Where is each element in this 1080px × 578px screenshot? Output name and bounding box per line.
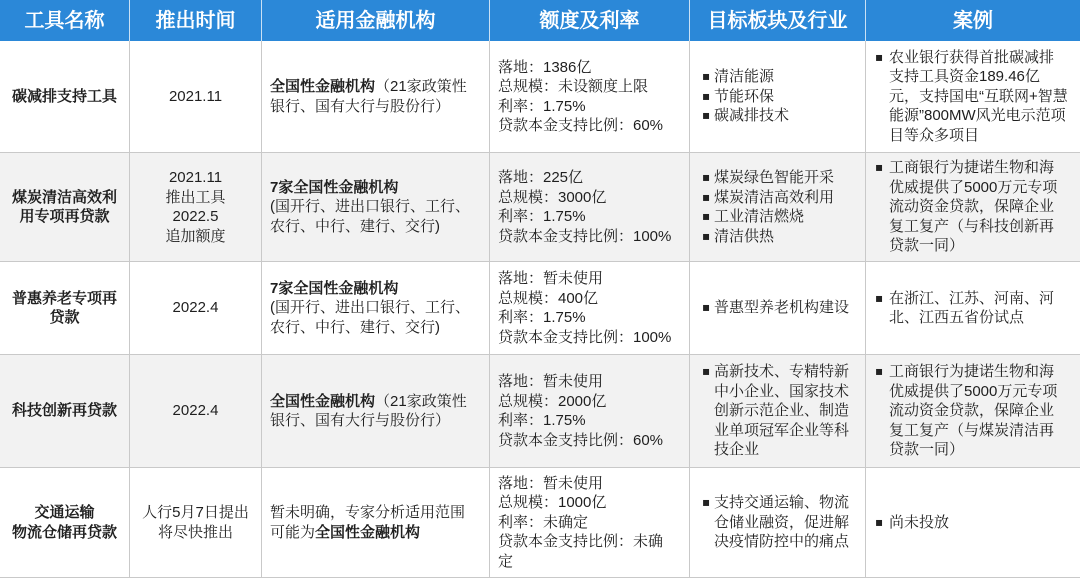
launch-time-line: 人行5月7日提出 xyxy=(142,504,249,521)
quota-interest-rate: 利率：1.75% xyxy=(498,412,586,429)
quota-landed: 落地：1386亿 xyxy=(498,58,592,76)
header-label-launch: 推出时间 xyxy=(155,9,236,32)
quota-total-scale: 总规模：2000亿 xyxy=(498,392,607,410)
quota-rate-cell xyxy=(490,262,690,355)
institutions-cell xyxy=(262,41,490,153)
target-sector-item: ▪ 普惠型养老机构建设 xyxy=(714,298,857,318)
header-cell-tool xyxy=(0,0,130,41)
quota-total-scale: 总规模：1000亿 xyxy=(498,494,607,512)
tool-name-line: 科技创新再贷款 xyxy=(11,402,117,420)
quota-interest-rate: 利率：未确定 xyxy=(498,513,589,531)
launch-time-line: 2021.11 xyxy=(168,169,223,186)
tool-name-line: 物流仓储再贷款 xyxy=(11,523,117,541)
target-sectors-cell xyxy=(690,41,866,153)
header-cell-targets xyxy=(690,0,866,41)
institutions-cell xyxy=(262,262,490,355)
cases-cell xyxy=(866,262,1080,355)
header-cell-quota xyxy=(490,0,690,41)
case-list xyxy=(889,158,1068,256)
target-sector-item: ▪ 清洁能源 xyxy=(714,67,857,87)
case-list xyxy=(889,513,1068,533)
launch-time-line: 2022.4 xyxy=(172,402,219,420)
tool-name-cell xyxy=(0,355,130,468)
target-sector-item: ▪ 工业清洁燃烧 xyxy=(714,207,857,227)
target-sector-item: ▪ 清洁供热 xyxy=(714,227,857,247)
case-item: ▪ 在浙江、江苏、河南、河北、江西五省份试点 xyxy=(889,289,1068,328)
quota-support-ratio: 贷款本金支持比例：未确定 xyxy=(498,533,664,570)
quota-support-ratio: 贷款本金支持比例：60% xyxy=(498,117,664,134)
target-sector-item: ▪ 节能环保 xyxy=(714,87,857,107)
institutions-detail: （21家政策性银行、国有大行与股份行） xyxy=(270,392,467,429)
launch-time-cell xyxy=(130,153,262,262)
quota-landed: 落地：暂未使用 xyxy=(498,474,604,492)
launch-time-line: 2021.11 xyxy=(168,87,223,105)
institutions-scope: 全国性金融机构 xyxy=(270,392,376,410)
tool-name-cell xyxy=(0,41,130,153)
quota-interest-rate: 利率：1.75% xyxy=(498,309,586,326)
institutions-detail: (国开行、进出口银行、工行、农行、中行、建行、交行) xyxy=(270,198,470,235)
target-sectors-cell xyxy=(690,355,866,468)
quota-support-ratio: 贷款本金支持比例：100% xyxy=(498,227,672,245)
case-list xyxy=(889,362,1068,460)
header-label-targets: 目标板块及行业 xyxy=(707,9,848,32)
cases-cell xyxy=(866,153,1080,262)
tool-name-cell xyxy=(0,468,130,578)
launch-time-line: 将尽快推出 xyxy=(157,523,233,541)
institutions-scope: 全国性金融机构 xyxy=(315,523,421,541)
target-sectors-cell xyxy=(690,468,866,578)
launch-time-cell xyxy=(130,41,262,153)
launch-time-line: 2022.4 xyxy=(172,299,219,317)
quota-total-scale: 总规模：400亿 xyxy=(498,289,599,307)
target-sector-list xyxy=(714,298,857,318)
quota-total-scale: 总规模：3000亿 xyxy=(498,188,607,206)
case-list xyxy=(889,48,1068,146)
target-sector-list xyxy=(714,67,857,126)
target-sector-item: ▪ 煤炭绿色智能开采 xyxy=(714,168,857,188)
launch-time-line: 追加额度 xyxy=(165,227,226,245)
header-label-quota: 额度及利率 xyxy=(539,9,640,32)
quota-rate-cell xyxy=(490,355,690,468)
target-sectors-cell xyxy=(690,262,866,355)
quota-support-ratio: 贷款本金支持比例：60% xyxy=(498,431,664,449)
institutions-lead: 暂未明确，专家分析适用范围可能为 xyxy=(270,504,466,541)
quota-landed: 落地：暂未使用 xyxy=(498,270,604,287)
institutions-text xyxy=(270,392,479,431)
quota-interest-rate: 利率：1.75% xyxy=(498,208,586,225)
cases-cell xyxy=(866,468,1080,578)
quota-rate-cell xyxy=(490,153,690,262)
header-label-cases: 案例 xyxy=(953,9,993,32)
quota-landed: 落地：暂未使用 xyxy=(498,373,604,390)
institutions-text xyxy=(270,77,479,116)
tool-name-cell xyxy=(0,262,130,355)
institutions-detail: （21家政策性银行、国有大行与股份行） xyxy=(270,78,467,115)
launch-time-cell xyxy=(130,355,262,468)
institutions-scope: 7家全国性金融机构 xyxy=(270,279,399,297)
institutions-text xyxy=(270,178,479,237)
target-sector-list xyxy=(714,493,857,552)
tool-name-line: 交通运输 xyxy=(34,504,95,521)
institutions-detail: (国开行、进出口银行、工行、农行、中行、建行、交行) xyxy=(270,299,470,336)
launch-time-cell xyxy=(130,262,262,355)
tool-name-line: 碳减排支持工具 xyxy=(11,87,117,105)
case-item: ▪ 工商银行为捷诺生物和海优威提供了5000万元专项流动资金贷款，保障企业复工复产（与科技创新再贷款一同） xyxy=(889,158,1068,256)
institutions-text xyxy=(270,503,479,542)
header-cell-cases xyxy=(866,0,1080,41)
cases-cell xyxy=(866,355,1080,468)
launch-time-cell xyxy=(130,468,262,578)
quota-rate-cell xyxy=(490,468,690,578)
target-sectors-cell xyxy=(690,153,866,262)
target-sector-item: ▪ 高新技术、专精特新中小企业、国家技术创新示范企业、制造业单项冠军企业等科技企业 xyxy=(714,362,857,460)
header-label-tool: 工具名称 xyxy=(24,9,105,32)
target-sector-item: ▪ 支持交通运输、物流仓储业融资，促进解决疫情防控中的痛点 xyxy=(714,493,857,552)
institutions-scope: 7家全国性金融机构 xyxy=(270,178,399,196)
quota-landed: 落地：225亿 xyxy=(498,169,584,186)
institutions-cell xyxy=(262,153,490,262)
cases-cell xyxy=(866,41,1080,153)
tool-name-line: 普惠养老专项再贷款 xyxy=(11,289,117,326)
target-sector-item: ▪ 煤炭清洁高效利用 xyxy=(714,188,857,208)
quota-interest-rate: 利率：1.75% xyxy=(498,97,586,115)
header-label-institutions: 适用金融机构 xyxy=(315,9,436,32)
institutions-cell xyxy=(262,468,490,578)
quota-total-scale: 总规模：未设额度上限 xyxy=(498,78,649,95)
header-cell-launch xyxy=(130,0,262,41)
case-item: ▪ 工商银行为捷诺生物和海优威提供了5000万元专项流动资金贷款，保障企业复工复产（与煤炭清洁再贷款一同） xyxy=(889,362,1068,460)
institutions-scope: 全国性金融机构 xyxy=(270,78,376,95)
case-item: ▪ 尚未投放 xyxy=(889,513,1068,533)
header-cell-institutions xyxy=(262,0,490,41)
case-list xyxy=(889,289,1068,328)
institutions-text xyxy=(270,279,479,338)
target-sector-list xyxy=(714,362,857,460)
launch-time-line: 2022.5 xyxy=(172,208,219,225)
launch-time-line: 推出工具 xyxy=(165,188,226,206)
quota-rate-cell xyxy=(490,41,690,153)
target-sector-item: ▪ 碳减排技术 xyxy=(714,106,857,126)
target-sector-list xyxy=(714,168,857,246)
case-item: ▪ 农业银行获得首批碳减排支持工具资金189.46亿元，支持国电“互联网+智慧能源”800MW风光电示范项目等众多项目 xyxy=(889,48,1068,146)
tool-name-line: 煤炭清洁高效利用专项再贷款 xyxy=(11,188,117,225)
institutions-cell xyxy=(262,355,490,468)
tool-name-cell xyxy=(0,153,130,262)
quota-support-ratio: 贷款本金支持比例：100% xyxy=(498,328,672,346)
